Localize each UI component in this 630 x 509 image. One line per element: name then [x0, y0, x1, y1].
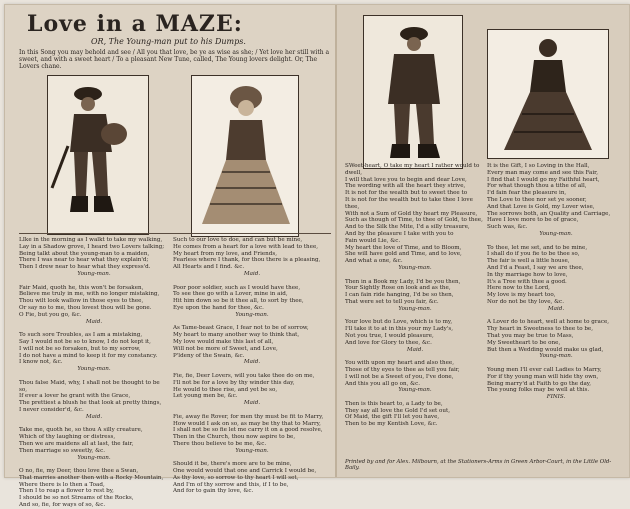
woman-figure-icon — [192, 76, 298, 236]
verse-line: And to the Silk the Mite, I'd a silly treasure, — [345, 224, 470, 231]
verse-line: I should be so not Streams of the Rocks, — [19, 495, 134, 502]
verse-line: It is not for the wealth but to take thee I love thee, — [345, 196, 473, 210]
verse-line: Eye upon the hand for thee, &c. — [173, 304, 264, 311]
verse-line: Then is this heart to, a Lady to be, — [345, 400, 443, 407]
verse-line: The young folks may be well at this. — [487, 387, 590, 394]
verse-line: Say I would not be so to know, I do not kept it, — [19, 338, 151, 345]
verse-line: As Tame-beast Grace, I fear not to be of sorrow, — [173, 325, 309, 332]
verse-line: Then we are maidens all at last, the fair, — [19, 440, 134, 447]
verse-line: Which of thy laughing or distress, — [19, 434, 116, 441]
verse-line: I know not, &c. — [19, 359, 63, 366]
verse-line: Those of thy eyes to thee as tell you fair, — [345, 366, 460, 373]
verse-line: But then a Wedding would make us glad, — [487, 346, 604, 353]
verse-line: My heart from my love, and Friends, — [173, 250, 278, 257]
verse-line: The sorrows both, an Quality and Carriage, — [487, 210, 611, 217]
verse-line: Every man may come and see this Fair, — [487, 169, 598, 176]
verse-line: I can fain ride hanging, I'd be so then, — [345, 292, 454, 299]
verse-line: Hit him down so be it thee all, to sort by thee, — [173, 298, 304, 305]
verse-line: Let young men be, &c. — [173, 393, 238, 400]
verse-line: Maid. — [547, 305, 565, 312]
verse-line: Then I to reap a flower to rest by, — [19, 488, 114, 495]
verse-line: Young-man. — [398, 264, 432, 271]
verse-line: Young-man. — [77, 270, 111, 277]
verse-line: I will that love you to begin and dear Love, — [345, 176, 467, 183]
verse-line: And by the pleasure I take with you to — [345, 230, 454, 237]
verse-line: And love for Glory to thee, &c. — [345, 339, 432, 346]
verse-line: As thy love, so sorrow to thy heart I will set, — [173, 474, 299, 481]
verse-line: Believe me truly in me, with no longer mistaking, — [19, 291, 160, 298]
verse-line: Young-man. — [235, 447, 269, 454]
verse-line: Young-man. — [235, 311, 269, 318]
verse-line: My love would make this last of all, — [173, 338, 274, 345]
ballad-title: Love in a MAZE: — [27, 11, 243, 37]
verse-line: And that Love is Gold, my Lover wise, — [487, 203, 595, 210]
verse-line: Your Sightly Rose on look and as the, — [345, 285, 451, 292]
verse-line: A Lover do to heart, well at home to grace, — [487, 319, 610, 326]
tune-note: In this Song you may behold and see / All you that love, be ye as wise as she; / Yet love her still with a sweet, and with a sweet heart / To a pleasant New Tune, called, The Young lovers delight. Or, The Lovers chane. — [19, 49, 330, 70]
verse-line: And so, fie, for ways of so, &c. — [19, 502, 106, 509]
verse-line: I will not be so forsaken, but to my sorrow, — [19, 345, 141, 352]
verse-line: That you may be true to Mass, — [487, 332, 574, 339]
verse-line: One would would that one and Carrick I would be, — [173, 468, 317, 475]
woman-figure-icon — [488, 30, 608, 158]
verse-line: Young-man. — [398, 387, 432, 394]
verse-line: I never consider'd, &c. — [19, 406, 84, 413]
verse-line: LIke in the morning as I walkt to take my walking, — [19, 237, 163, 243]
verse-line: I do not have a mind to keep it for my constancy. — [19, 352, 158, 359]
verse-line: Such was, &c. — [487, 224, 528, 231]
verse-line: Then I drew near to hear what they express'd. — [19, 264, 151, 271]
verse-line: Thou wilt look wallow in those eyes to thee, — [19, 298, 144, 305]
verse-line: Fie, away fie Rover, for men thy must be fit to Marry, — [173, 413, 324, 420]
verse-line: My love is my heart too, — [487, 292, 556, 299]
verse-line: Fair Maid, quoth he, this won't be forsaken, — [19, 284, 144, 291]
verse-line: Thou false Maid, why, I shall not be thought to be so, — [19, 379, 160, 393]
man-woodcut-left — [47, 75, 149, 235]
printer-imprint: Printed by and for Alex. Milbourn, at the Stationers-Arms in Green Arbor-Court, in the Little Old-Baily. — [345, 459, 612, 471]
verse-line: Such to our love to doe, and can but be mine, — [173, 237, 303, 243]
verse-line: Or say no to me, thou lovest thou will be gone. — [19, 304, 152, 311]
verse-line: My Sweetheart to be one, — [487, 339, 561, 346]
woman-woodcut-right — [487, 29, 609, 159]
verse-line: Maid. — [85, 318, 103, 325]
verse-line: Have I love more to be of grace, — [487, 217, 579, 224]
verse-line: For if thy young man will hide thy own, — [487, 373, 599, 380]
verse-line: Fearless where I thank, for thou there is a pleasing, — [173, 257, 321, 264]
verse-line: And I'd a Feast, I say we are thee, — [487, 264, 584, 271]
verse-line: It is not for the wealth but to sweet thee to — [345, 190, 468, 197]
verse-line: All Hearts and I find. &c. — [173, 264, 245, 271]
left-page — [5, 5, 335, 509]
verse-line: Lay in a Shadow grove, I heard two Lovers talking; — [19, 243, 165, 250]
verse-line: Will not be more of Sweet, and Love, — [173, 345, 278, 352]
verse-line: Should it be, there's more are to be mine, — [173, 461, 292, 468]
verse-line: They say all love the Gold I'd set out, — [345, 407, 451, 414]
verse-line: It's a Tree with thee a good. — [487, 278, 567, 285]
broadside-sheet — [4, 4, 630, 509]
verse-line: Maid. — [85, 413, 103, 420]
verse-line: To such sore Troubles, as I am a mistaking, — [19, 332, 143, 339]
verse-line: Take me, quoth he, so thou A silly creature, — [19, 427, 143, 434]
verse-line: I will not be a Sweet of you, I've done, — [345, 373, 454, 380]
verse-line: Then in the Church, thou now aspire to be, — [173, 434, 296, 441]
verse-line: I'll not be for a love by thy winder this day, — [173, 379, 295, 386]
verse-line: Poor poor soldier, such as I would have thee, — [173, 284, 301, 291]
verse-line: SWeet-heart, O take my heart I rather would to dwell, — [345, 163, 480, 176]
verse-line: You with upon my heart and also thee, — [345, 360, 454, 367]
verse-line: Maid. — [406, 346, 424, 353]
verse-line: And for to gain thy love, &c. — [173, 488, 254, 495]
verse-line: Such as though of Time, to thee of Gold, to thee, — [345, 217, 483, 224]
verse-line: O no, fie, my Deer, thou love thee a Swan, — [19, 468, 139, 475]
verse-column-right-2 — [487, 163, 625, 459]
woman-woodcut-left — [191, 75, 299, 237]
verse-line: And what a one, &c. — [345, 258, 403, 265]
verse-line: I'd fain fear the pleasure in, — [487, 190, 567, 197]
verse-line: FINIS. — [546, 394, 566, 401]
verse-line: The fair is well a little house, — [487, 258, 570, 265]
verse-line: I shall not be so fie let me carry it on a good resolve, — [173, 427, 323, 434]
verse-line: P'ldeny of the Swain, &c. — [173, 352, 245, 359]
verse-line: Where there is lo then a Toad, — [19, 481, 105, 488]
verse-line: Then to be my Kentish Love, &c. — [345, 421, 438, 428]
verse-line: For what though thou a tithe of all, — [487, 183, 587, 190]
verse-line: Maid. — [243, 359, 261, 366]
verse-line: Young-man. — [77, 366, 111, 373]
verse-line: He would to thee rise, and yet be so, — [173, 386, 278, 393]
verse-line: Young-man. — [77, 454, 111, 461]
verse-line: Here now to the Lord, — [487, 285, 550, 292]
verse-line: Your love but do Love, which is to my, — [345, 319, 453, 326]
man-woodcut-right — [363, 15, 463, 169]
verse-line: Maid. — [243, 270, 261, 277]
verse-line: To thee, let me set, and to be mine, — [487, 244, 588, 251]
verse-line: Maid. — [243, 400, 261, 407]
verse-line: And this you all go on, &c. — [345, 380, 421, 387]
verse-line: Fain would Lie, &c. — [345, 237, 401, 244]
right-page — [337, 5, 629, 477]
man-figure-icon — [48, 76, 148, 234]
verse-line: That were set to tell you fair, &c. — [345, 298, 439, 305]
verse-line: He comes from a heart for a love with lead to thee, — [173, 243, 319, 250]
verse-line: My heart the love of Time, and to Bloom, — [345, 244, 462, 251]
divider-rule — [19, 233, 331, 234]
verse-line: Being marry'd at Faith to go the day, — [487, 380, 591, 387]
verse-line: To see thee go with a Lover, mine in aid, — [173, 291, 288, 298]
verse-line: The prettiest a blush he that look at pretty things, — [19, 400, 162, 407]
verse-line: Of Maid, the gift I'll let you have, — [345, 414, 440, 421]
verse-line: I shall do if you fie to be thee so, — [487, 251, 580, 258]
verse-column-left — [19, 237, 169, 509]
verse-line: Then marriage so sweetly, &c. — [19, 447, 106, 454]
verse-line: I'll take it to at in this your my Lady's, — [345, 326, 453, 333]
verse-line: Nor do not be thy love, &c. — [487, 298, 564, 305]
verse-line: There I was near to hear what they explain'd; — [19, 257, 149, 264]
verse-line: Being talkt about the young-man to a maiden, — [19, 250, 150, 257]
ballad-subtitle: OR, The Young-man put to his Dumps. — [91, 37, 246, 46]
verse-line: If ever a lover he grant with the Grace, — [19, 393, 131, 400]
verse-line: She will have gold and Time, and to love, — [345, 251, 462, 258]
verse-line: Young-man. — [539, 230, 573, 237]
verse-line: Thy heart in Sweetness to thee to be, — [487, 326, 594, 333]
verse-line: Fie, fie, Deer Lovers, will you take thee do on me, — [173, 372, 315, 379]
verse-line: O Fie, but you go, &c. — [19, 311, 82, 318]
verse-line: There thou believe to be me, &c. — [173, 440, 267, 447]
verse-line: Then in a Book my Lady, I'd be you then, — [345, 278, 461, 285]
verse-column-mid — [173, 237, 331, 495]
verse-line: Young men I'll ever call Ladies to Marry, — [487, 366, 602, 373]
man-figure-icon — [364, 16, 462, 168]
verse-line: Young-man. — [398, 305, 432, 312]
verse-line: I find that I would go my Faithful heart, — [487, 176, 600, 183]
verse-line: The wording with all the heart they strive, — [345, 183, 466, 190]
verse-line: Young-man. — [539, 353, 573, 360]
verse-line: That marries another then with a Rocky Mountain, — [19, 474, 164, 481]
verse-line: And I'm of thy sorrow and this, if I to be, — [173, 481, 289, 488]
verse-line: Not you true, I would pleasure, — [345, 332, 434, 339]
verse-column-right-1 — [345, 163, 485, 459]
verse-line: How would I ask on so, as may be thy that to Marry, — [173, 420, 321, 427]
verse-line: My heart to many another way to think that, — [173, 332, 300, 339]
verse-line: The Love to thee nor set ye sooner, — [487, 196, 587, 203]
verse-line: In thy marriage how to love, — [487, 271, 568, 278]
verse-line: It is the Gift, I so Loving in the Hall, — [487, 163, 590, 169]
verse-line: With not a Sum of Gold thy heart my Pleasure, — [345, 210, 478, 217]
